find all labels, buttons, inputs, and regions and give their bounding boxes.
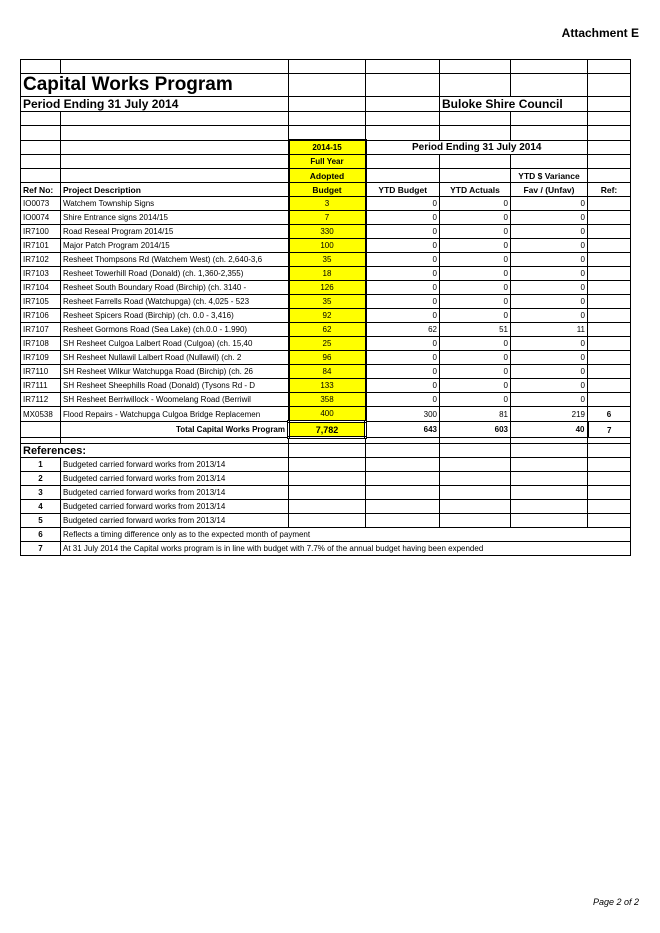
empty-cell [440, 486, 511, 500]
description-cell: Resheet Gormons Road (Sea Lake) (ch.0.0 - 1.990) [61, 323, 289, 337]
table-row [21, 309, 631, 323]
ref-cell [588, 253, 631, 267]
budget-cell: 35 [289, 295, 366, 309]
budget-header-full-year: Full Year [289, 155, 366, 169]
reference-number: 4 [21, 500, 61, 514]
variance-cell: 0 [511, 337, 588, 351]
description-cell: SH Resheet Sheephills Road (Donald) (Tysons Rd - D [61, 379, 289, 393]
empty-cell [588, 514, 631, 528]
empty-cell [511, 444, 588, 458]
description-cell: Resheet Towerhill Road (Donald) (ch. 1,360-2,355) [61, 267, 289, 281]
budget-cell: 18 [289, 267, 366, 281]
description-cell: SH Resheet Culgoa Lalbert Road (Culgoa) (ch. 15,40 [61, 337, 289, 351]
ytd-budget-cell: 0 [366, 379, 440, 393]
budget-header-year: 2014-15 [289, 140, 366, 155]
reference-number: 5 [21, 514, 61, 528]
variance-cell: 0 [511, 197, 588, 211]
empty-cell [511, 472, 588, 486]
total-label: Total Capital Works Program [61, 422, 289, 438]
empty-cell [366, 458, 440, 472]
ref-cell [588, 337, 631, 351]
empty-cell [511, 458, 588, 472]
ytd-budget-cell: 0 [366, 225, 440, 239]
ytd-actuals-cell: 0 [440, 379, 511, 393]
ref-cell [588, 267, 631, 281]
ytd-budget-cell: 0 [366, 253, 440, 267]
ytd-actuals-cell: 0 [440, 281, 511, 295]
empty-cell [440, 472, 511, 486]
period-ending: Period Ending 31 July 2014 [21, 97, 289, 112]
variance-cell: 0 [511, 225, 588, 239]
ref-no-cell: IO0074 [21, 211, 61, 225]
ref-cell [588, 281, 631, 295]
variance-cell: 0 [511, 253, 588, 267]
reference-item [21, 458, 631, 472]
variance-cell: 0 [511, 309, 588, 323]
ytd-budget-header: YTD Budget [366, 183, 440, 197]
reference-text: Reflects a timing difference only as to the expected month of payment [61, 528, 631, 542]
empty-cell [289, 486, 366, 500]
empty-cell [588, 472, 631, 486]
table-row [21, 393, 631, 407]
ref-no-header: Ref No: [21, 183, 61, 197]
ref-cell [588, 323, 631, 337]
ref-no-cell: IR7108 [21, 337, 61, 351]
budget-cell: 92 [289, 309, 366, 323]
empty-cell [289, 500, 366, 514]
empty-cell [366, 486, 440, 500]
ref-cell [588, 379, 631, 393]
total-ytd-actuals: 603 [440, 422, 511, 438]
reference-text: Budgeted carried forward works from 2013/14 [61, 500, 289, 514]
budget-cell: 400 [289, 407, 366, 422]
empty-cell [588, 500, 631, 514]
ref-no-cell: IR7105 [21, 295, 61, 309]
empty-cell [289, 514, 366, 528]
reference-item [21, 486, 631, 500]
table-row [21, 225, 631, 239]
ref-no-cell: IO0073 [21, 197, 61, 211]
reference-number: 2 [21, 472, 61, 486]
budget-cell: 84 [289, 365, 366, 379]
reference-item [21, 542, 631, 556]
variance-header-line2: Fav / (Unfav) [511, 183, 588, 197]
ytd-budget-cell: 0 [366, 239, 440, 253]
empty-cell [366, 500, 440, 514]
table-row [21, 407, 631, 422]
ytd-actuals-cell: 0 [440, 365, 511, 379]
budget-cell: 62 [289, 323, 366, 337]
table-row [21, 379, 631, 393]
total-ref: 7 [588, 422, 631, 438]
variance-header-line1: YTD $ Variance [511, 169, 588, 183]
budget-cell: 7 [289, 211, 366, 225]
reference-text: At 31 July 2014 the Capital works program is in line with budget with 7.7% of the annual budget having been expended [61, 542, 631, 556]
table-row [21, 281, 631, 295]
empty-cell [511, 500, 588, 514]
ytd-actuals-cell: 0 [440, 239, 511, 253]
description-cell: Shire Entrance signs 2014/15 [61, 211, 289, 225]
ref-header: Ref: [588, 183, 631, 197]
empty-cell [511, 486, 588, 500]
ref-cell [588, 351, 631, 365]
ytd-actuals-cell: 0 [440, 295, 511, 309]
ytd-budget-cell: 0 [366, 197, 440, 211]
reference-number: 7 [21, 542, 61, 556]
empty-cell [588, 486, 631, 500]
empty-cell [366, 444, 440, 458]
reference-number: 6 [21, 528, 61, 542]
empty-cell [588, 458, 631, 472]
empty-cell [289, 458, 366, 472]
budget-cell: 3 [289, 197, 366, 211]
ytd-actuals-cell: 0 [440, 267, 511, 281]
table-row [21, 365, 631, 379]
budget-cell: 126 [289, 281, 366, 295]
budget-cell: 35 [289, 253, 366, 267]
ytd-actuals-cell: 0 [440, 225, 511, 239]
ytd-budget-cell: 0 [366, 337, 440, 351]
description-cell: Resheet South Boundary Road (Birchip) (ch. 3140 - [61, 281, 289, 295]
variance-cell: 0 [511, 281, 588, 295]
table-row [21, 351, 631, 365]
empty-cell [366, 514, 440, 528]
ytd-budget-cell: 0 [366, 295, 440, 309]
empty-cell [440, 514, 511, 528]
table-row [21, 267, 631, 281]
ytd-budget-cell: 0 [366, 365, 440, 379]
budget-cell: 330 [289, 225, 366, 239]
variance-cell: 0 [511, 295, 588, 309]
reference-text: Budgeted carried forward works from 2013/14 [61, 486, 289, 500]
table-row [21, 239, 631, 253]
description-cell: Watchem Township Signs [61, 197, 289, 211]
description-cell: Resheet Thompsons Rd (Watchem West) (ch. 2,640-3,6 [61, 253, 289, 267]
reference-item [21, 514, 631, 528]
ref-no-cell: IR7111 [21, 379, 61, 393]
variance-cell: 0 [511, 351, 588, 365]
empty-cell [289, 472, 366, 486]
reference-item [21, 472, 631, 486]
ytd-budget-cell: 0 [366, 281, 440, 295]
variance-cell: 0 [511, 393, 588, 407]
ytd-actuals-cell: 0 [440, 351, 511, 365]
program-title: Capital Works Program [21, 74, 289, 97]
description-cell: SH Resheet Wilkur Watchupga Road (Birchip) (ch. 26 [61, 365, 289, 379]
ytd-budget-cell: 0 [366, 267, 440, 281]
reference-text: Budgeted carried forward works from 2013/14 [61, 514, 289, 528]
total-ytd-budget: 643 [366, 422, 440, 438]
ytd-actuals-cell: 81 [440, 407, 511, 422]
ytd-budget-cell: 0 [366, 211, 440, 225]
ytd-actuals-header: YTD Actuals [440, 183, 511, 197]
budget-cell: 25 [289, 337, 366, 351]
budget-header-budget: Budget [289, 183, 366, 197]
ref-no-cell: IR7109 [21, 351, 61, 365]
ref-cell [588, 211, 631, 225]
ref-no-cell: IR7101 [21, 239, 61, 253]
description-cell: SH Resheet Berriwillock - Woomelang Road (Berriwil [61, 393, 289, 407]
ref-cell [588, 295, 631, 309]
budget-header-adopted: Adopted [289, 169, 366, 183]
ytd-budget-cell: 300 [366, 407, 440, 422]
description-cell: Resheet Farrells Road (Watchupga) (ch. 4,025 - 523 [61, 295, 289, 309]
empty-cell [511, 514, 588, 528]
ref-cell [588, 239, 631, 253]
description-cell: SH Resheet Nullawil Lalbert Road (Nullawil) (ch. 2 [61, 351, 289, 365]
empty-cell [588, 444, 631, 458]
ytd-actuals-cell: 0 [440, 211, 511, 225]
ref-cell [588, 309, 631, 323]
variance-cell: 0 [511, 267, 588, 281]
variance-cell: 0 [511, 211, 588, 225]
ytd-actuals-cell: 0 [440, 393, 511, 407]
empty-cell [289, 444, 366, 458]
empty-cell [440, 458, 511, 472]
ref-no-cell: IR7100 [21, 225, 61, 239]
page-number: Page 2 of 2 [592, 897, 639, 907]
ytd-actuals-cell: 0 [440, 337, 511, 351]
council-name: Buloke Shire Council [440, 97, 588, 112]
ref-no-cell: IR7102 [21, 253, 61, 267]
reference-item [21, 528, 631, 542]
ytd-budget-cell: 62 [366, 323, 440, 337]
ytd-budget-cell: 0 [366, 309, 440, 323]
reference-text: Budgeted carried forward works from 2013/14 [61, 472, 289, 486]
ref-no-cell: IR7104 [21, 281, 61, 295]
empty-cell [440, 444, 511, 458]
budget-cell: 358 [289, 393, 366, 407]
total-variance: 40 [511, 422, 588, 438]
variance-cell: 0 [511, 365, 588, 379]
description-cell: Resheet Spicers Road (Birchip) (ch. 0.0 - 3,416) [61, 309, 289, 323]
ref-no-cell: IR7106 [21, 309, 61, 323]
ytd-budget-cell: 0 [366, 393, 440, 407]
ytd-actuals-cell: 0 [440, 309, 511, 323]
ytd-budget-cell: 0 [366, 351, 440, 365]
variance-cell: 11 [511, 323, 588, 337]
period-header: Period Ending 31 July 2014 [366, 140, 588, 155]
budget-cell: 133 [289, 379, 366, 393]
description-cell: Flood Repairs - Watchupga Culgoa Bridge Replacemen [61, 407, 289, 422]
table-row [21, 197, 631, 211]
table-row [21, 295, 631, 309]
references-heading: References: [21, 444, 289, 458]
reference-item [21, 500, 631, 514]
ref-cell [588, 365, 631, 379]
reference-number: 1 [21, 458, 61, 472]
table-row [21, 253, 631, 267]
ref-no-cell: IR7103 [21, 267, 61, 281]
ytd-actuals-cell: 0 [440, 253, 511, 267]
ytd-actuals-cell: 51 [440, 323, 511, 337]
ref-no-cell: IR7110 [21, 365, 61, 379]
ref-no-cell: MX0538 [21, 407, 61, 422]
table-row [21, 323, 631, 337]
budget-cell: 96 [289, 351, 366, 365]
empty-cell [440, 500, 511, 514]
capital-works-table [20, 59, 631, 556]
variance-cell: 0 [511, 379, 588, 393]
ref-no-cell: IR7112 [21, 393, 61, 407]
description-header: Project Description [61, 183, 289, 197]
empty-cell [366, 472, 440, 486]
table-row [21, 211, 631, 225]
ref-cell [588, 393, 631, 407]
total-row [21, 422, 631, 438]
variance-cell: 0 [511, 239, 588, 253]
variance-cell: 219 [511, 407, 588, 422]
ref-cell [588, 197, 631, 211]
table-row [21, 337, 631, 351]
reference-number: 3 [21, 486, 61, 500]
attachment-label: Attachment E [561, 26, 639, 40]
total-budget: 7,782 [289, 422, 366, 438]
ref-cell [588, 225, 631, 239]
ytd-actuals-cell: 0 [440, 197, 511, 211]
budget-cell: 100 [289, 239, 366, 253]
description-cell: Road Reseal Program 2014/15 [61, 225, 289, 239]
ref-no-cell: IR7107 [21, 323, 61, 337]
reference-text: Budgeted carried forward works from 2013/14 [61, 458, 289, 472]
total-spacer [21, 422, 61, 438]
description-cell: Major Patch Program 2014/15 [61, 239, 289, 253]
ref-cell: 6 [588, 407, 631, 422]
